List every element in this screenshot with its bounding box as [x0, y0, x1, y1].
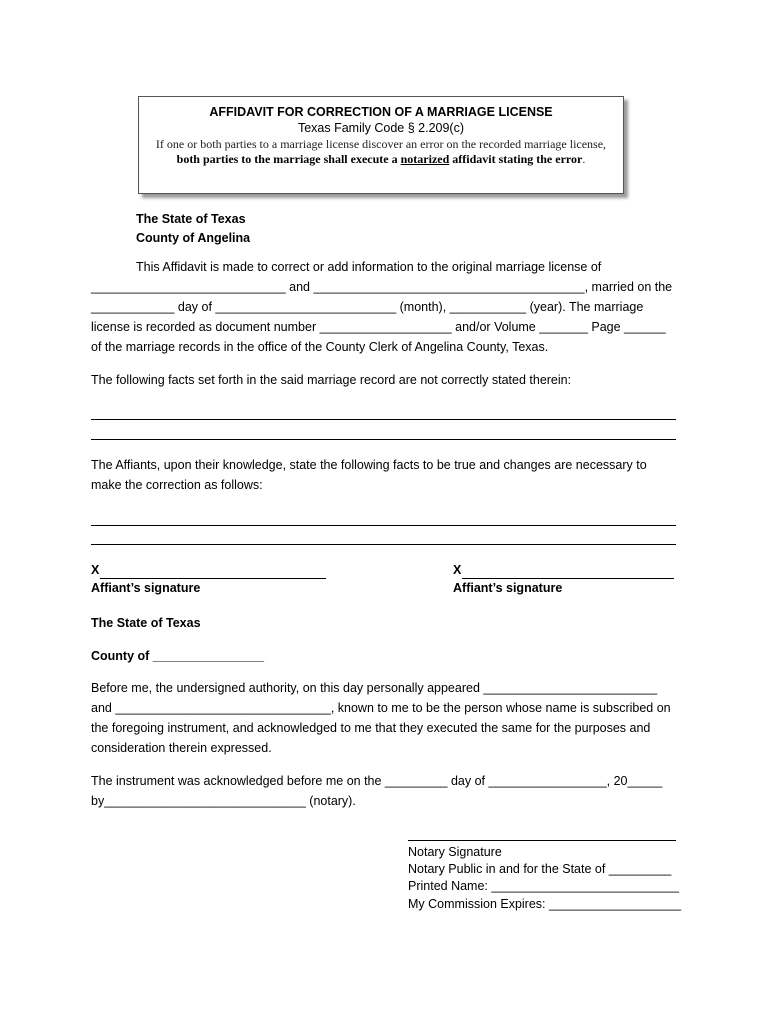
para3-line1: The Affiants, upon their knowledge, state the following facts to be true and changes are necessary to [91, 458, 647, 472]
incorrect-facts-field-1[interactable] [91, 419, 676, 420]
note-end: . [582, 152, 586, 166]
note-bold-text-2: affidavit stating the error [449, 152, 583, 166]
notary-printed-name[interactable]: Printed Name: ___________________________ [408, 879, 680, 893]
affiant-signature-line-right[interactable] [462, 578, 674, 579]
note-notarized: notarized [400, 152, 450, 166]
correction-field-2[interactable] [91, 544, 676, 545]
notary-para-line4: consideration therein expressed. [91, 741, 272, 755]
affiant-signature-label-right: Affiant’s signature [453, 581, 563, 595]
para1-line4[interactable]: license is recorded as document number ___________________ and/or Volume _______ Page ______ [91, 320, 666, 334]
note-text: If one or both parties to a marriage license discover an error on the recorded marriage license, [155, 137, 607, 151]
notary-public-state[interactable]: Notary Public in and for the State of _________ [408, 862, 672, 876]
para1-line2[interactable]: ____________________________ and _______________________________________, married on the [91, 280, 673, 294]
acknowledged-line1[interactable]: The instrument was acknowledged before me on the _________ day of _________________, 20_____ [91, 774, 663, 788]
para1-line1: This Affidavit is made to correct or add information to the original marriage license of [136, 260, 602, 274]
notary-commission-expires[interactable]: My Commission Expires: ___________________ [408, 897, 682, 911]
notary-signature-line[interactable] [408, 840, 676, 841]
notary-para-line2[interactable]: and _______________________________, known to me to be the person whose name is subscribed on [91, 701, 671, 715]
instruction-note [155, 137, 607, 167]
notary-county[interactable]: County of ________________ [91, 649, 265, 663]
header-box [138, 96, 624, 194]
notary-para-line3: the foregoing instrument, and acknowledged to me that they executed the same for the purposes and [91, 721, 651, 735]
notary-signature-label: Notary Signature [408, 845, 502, 859]
venue-state: The State of Texas [136, 212, 246, 226]
affiant-signature-line-left[interactable] [100, 578, 326, 579]
venue-county: County of Angelina [136, 231, 251, 245]
signature-mark-right: X [453, 563, 462, 577]
note-bold-text: both parties to the marriage shall execute a [176, 152, 401, 166]
incorrect-facts-label: The following facts set forth in the said marriage record are not correctly stated therein: [91, 373, 572, 387]
incorrect-facts-field-2[interactable] [91, 439, 676, 440]
legal-code: Texas Family Code § 2.209(c) [297, 121, 465, 135]
notary-para-line1[interactable]: Before me, the undersigned authority, on this day personally appeared _________________________ [91, 681, 658, 695]
signature-mark-left: X [91, 563, 100, 577]
acknowledged-line2[interactable]: by_____________________________ (notary). [91, 794, 356, 808]
para1-line5: of the marriage records in the office of the County Clerk of Angelina County, Texas. [91, 340, 549, 354]
notary-state: The State of Texas [91, 616, 201, 630]
para3-line2: make the correction as follows: [91, 478, 263, 492]
para1-line3[interactable]: ____________ day of __________________________ (month), ___________ (year). The marriage [91, 300, 644, 314]
correction-field-1[interactable] [91, 525, 676, 526]
affiant-signature-label-left: Affiant’s signature [91, 581, 201, 595]
document-title: AFFIDAVIT FOR CORRECTION OF A MARRIAGE LICENSE [209, 105, 553, 119]
